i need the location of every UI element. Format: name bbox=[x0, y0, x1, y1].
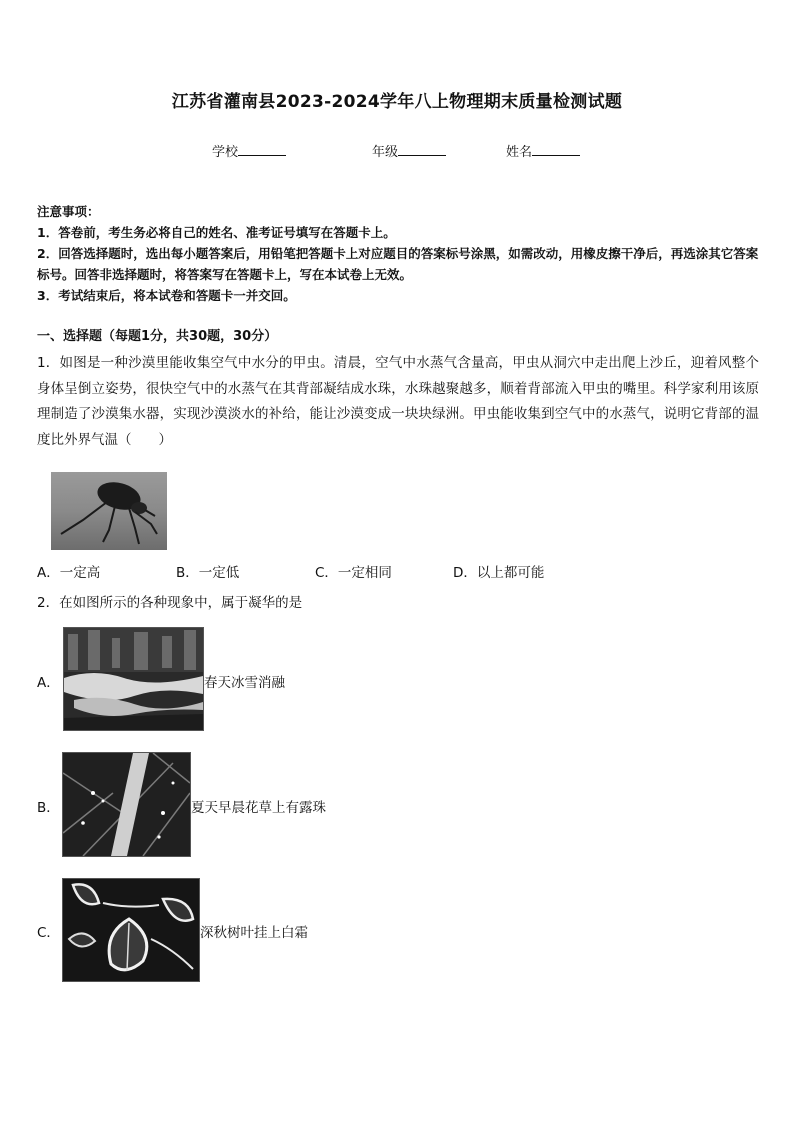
notice-block bbox=[37, 201, 759, 306]
notice-item: 2．回答选择题时，选出每小题答案后，用铅笔把答题卡上对应题目的答案标号涂黑，如需改动，用橡皮擦干净后，再选涂其它答案标号。回答非选择题时，将答案写在答题卡上，写在本试卷上无效。 bbox=[37, 246, 759, 282]
q1-option-c[interactable]: C．一定相同 bbox=[315, 565, 392, 581]
question-2-text: 2．在如图所示的各种现象中，属于凝华的是 bbox=[37, 595, 303, 611]
name-field[interactable] bbox=[506, 141, 580, 160]
q2-choice-a-letter[interactable]: A． bbox=[37, 675, 60, 691]
notice-item: 1．答卷前，考生务必将自己的姓名、准考证号填写在答题卡上。 bbox=[37, 225, 396, 240]
grade-label: 年级 bbox=[372, 145, 399, 160]
grade-blank[interactable] bbox=[398, 143, 446, 156]
school-field[interactable] bbox=[212, 141, 286, 160]
question-1-text: 1．如图是一种沙漠里能收集空气中水分的甲虫。清晨，空气中水蒸气含量高，甲虫从洞穴中走出爬上沙丘，迎着风整个身体呈倒立姿势，很快空气中的水蒸气在其背部凝结成水珠，水珠越聚越多，顺着背部流入甲虫的嘴里。科学家利用该原理制造了沙漠集水器，实现沙漠淡水的补给，能让沙漠变成一块块绿洲。甲虫能收集到空气中的水蒸气，说明它背部的温度比外界气温（ ） bbox=[37, 355, 759, 448]
q2-choice-c-text[interactable]: 深秋树叶挂上白霜 bbox=[200, 925, 308, 941]
grade-field[interactable] bbox=[372, 141, 446, 160]
dew-photo bbox=[62, 752, 191, 857]
frost-leaves-photo bbox=[62, 878, 200, 982]
page-title: 江苏省灌南县2023-2024学年八上物理期末质量检测试题 bbox=[171, 92, 623, 112]
name-blank[interactable] bbox=[532, 143, 580, 156]
q2-choice-b-text[interactable]: 夏天早晨花草上有露珠 bbox=[191, 800, 326, 816]
beetle-photo bbox=[51, 472, 167, 550]
q2-choice-a-text[interactable]: 春天冰雪消融 bbox=[204, 675, 285, 691]
q2-choice-b-letter[interactable]: B． bbox=[37, 800, 60, 816]
q2-choice-c-letter[interactable]: C． bbox=[37, 925, 60, 941]
school-blank[interactable] bbox=[238, 143, 286, 156]
snow-melting-photo bbox=[63, 627, 204, 731]
school-label: 学校 bbox=[212, 145, 239, 160]
notice-heading: 注意事项： bbox=[37, 204, 100, 219]
q1-option-d[interactable]: D．以上都可能 bbox=[453, 565, 545, 581]
notice-item: 3．考试结束后，将本试卷和答题卡一并交回。 bbox=[37, 288, 296, 303]
section-heading: 一、选择题（每题1分，共30题，30分） bbox=[37, 329, 278, 344]
name-label: 姓名 bbox=[506, 145, 533, 160]
q1-option-a[interactable]: A．一定高 bbox=[37, 565, 101, 581]
q1-option-b[interactable]: B．一定低 bbox=[176, 565, 240, 581]
